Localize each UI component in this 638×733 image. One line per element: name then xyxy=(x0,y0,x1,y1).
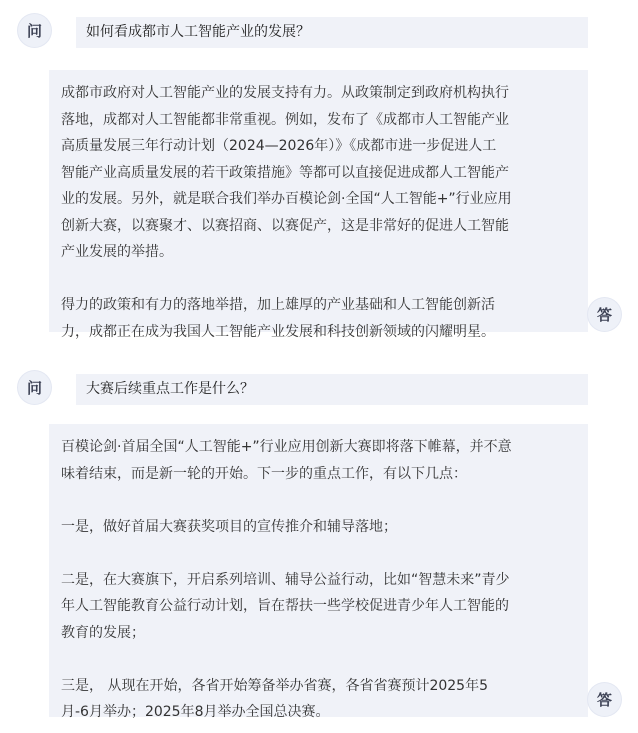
question-bar xyxy=(76,374,588,405)
answer-box xyxy=(49,424,588,720)
question-text: 大赛后续重点工作是什么？ xyxy=(86,381,254,397)
answer-line: 二是，在大赛旗下，开启系列培训、辅导公益行动，比如“智慧未来”青少 xyxy=(61,571,510,588)
answer-box xyxy=(49,70,588,340)
answer-paragraph xyxy=(61,673,576,726)
answer-line: 成都市政府对人工智能产业的发展支持有力。从政策制定到政府机构执行 xyxy=(61,85,509,101)
answer-line: 创新大赛，以赛聚才、以赛招商、以赛促产，这是非常好的促进人工智能 xyxy=(61,217,509,234)
answer-paragraph xyxy=(61,514,576,541)
answer-paragraph xyxy=(61,434,576,487)
answer-line: 教育的发展； xyxy=(61,624,145,641)
answer-line: 产业发展的举措。 xyxy=(61,244,173,260)
answer-badge: 答 xyxy=(588,298,621,331)
answer-paragraph xyxy=(61,292,576,345)
answer-line: 月-6月举办；2025年8月举办全国总决赛。 xyxy=(61,704,330,720)
answer-line: 味着结束，而是新一轮的开始。下一步的重点工作，有以下几点： xyxy=(61,465,467,482)
answer-line: 力，成都正在成为我国人工智能产业发展和科技创新领域的闪耀明星。 xyxy=(61,323,495,340)
answer-line: 业的发展。另外，就是联合我们举办百模论剑·全国“人工智能+”行业应用 xyxy=(61,191,512,207)
answer-line: 一是，做好首届大赛获奖项目的宣传推介和辅导落地； xyxy=(61,518,397,535)
answer-line: 年人工智能教育公益行动计划，旨在帮扶一些学校促进青少年人工智能的 xyxy=(61,598,509,614)
answer-paragraph xyxy=(61,80,576,266)
answer-line: 百模论剑·首届全国“人工智能+”行业应用创新大赛即将落下帷幕，并不意 xyxy=(61,439,512,455)
question-bar xyxy=(76,17,588,48)
question-text: 如何看成都市人工智能产业的发展？ xyxy=(86,24,310,40)
answer-line: 智能产业高质量发展的若干政策措施》等都可以直接促进成都人工智能产 xyxy=(61,164,509,181)
answer-line: 三是， 从现在开始，各省开始筹备举办省赛，各省省赛预计2025年5 xyxy=(61,677,488,694)
answer-paragraph xyxy=(61,567,576,647)
answer-line: 高质量发展三年行动计划（2024—2026年）》《成都市进一步促进人工 xyxy=(61,138,497,154)
answer-badge: 答 xyxy=(588,683,621,716)
question-badge: 问 xyxy=(18,371,51,404)
question-badge: 问 xyxy=(18,14,51,47)
answer-line: 得力的政策和有力的落地举措，加上雄厚的产业基础和人工智能创新活 xyxy=(61,297,495,313)
answer-line: 落地，成都对人工智能都非常重视。例如，发布了《成都市人工智能产业 xyxy=(61,111,509,128)
